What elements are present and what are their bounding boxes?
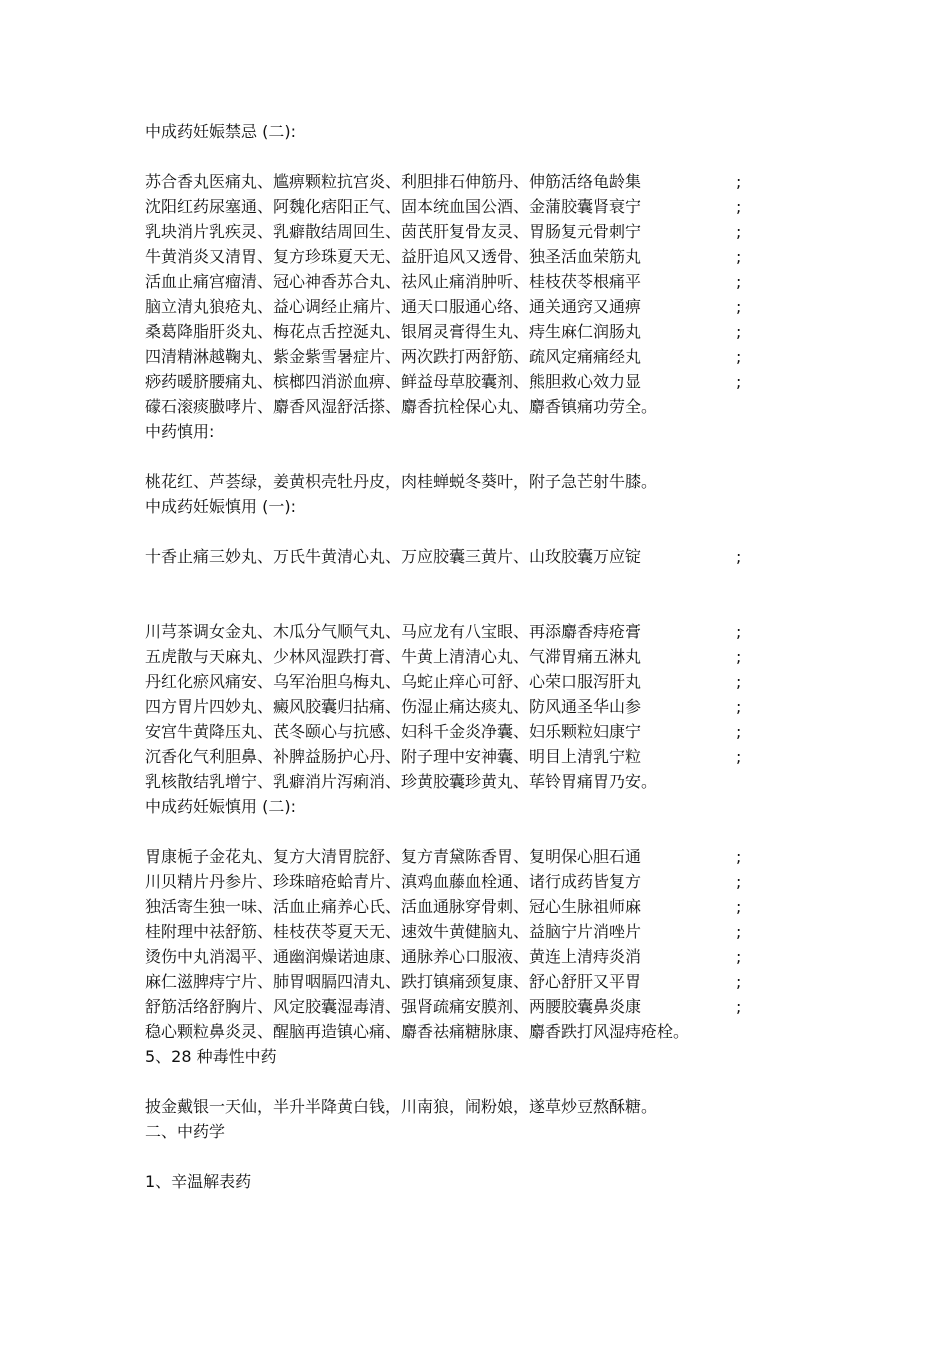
line-end-semicolon: ; (736, 247, 742, 266)
text-line: 四方胃片四妙丸、癜风胶囊归拈痛、伤湿止痛达痰丸、防风通圣华山参 (145, 697, 642, 716)
text-line: 四清精淋越鞠丸、紫金紫雪暑症片、两次跌打两舒筋、疏风定痛痛经丸 (145, 347, 642, 366)
line-end-semicolon: ; (736, 372, 742, 391)
line-end-semicolon: ; (736, 672, 742, 691)
line-end-semicolon: ; (736, 947, 742, 966)
text-line: 五虎散与天麻丸、少林风湿跌打膏、牛黄上清清心丸、气滞胃痛五淋丸 (145, 647, 642, 666)
text-line: 痧药暖脐腰痛丸、槟榔四消淤血痹、鲜益母草胶囊剂、熊胆救心效力显 (145, 372, 642, 391)
text-line: 乳块消片乳疾灵、乳癖散结周回生、茵芪肝复骨友灵、胃肠复元骨刺宁 (145, 222, 642, 241)
text-line: 川芎茶调女金丸、木瓜分气顺气丸、马应龙有八宝眼、再添麝香痔疮膏 (145, 622, 642, 641)
text-line: 脑立清丸狼疮丸、益心调经止痛片、通天口服通心络、通关通窍又通痹 (145, 297, 642, 316)
text-line: 中成药妊娠慎用 (二): (145, 797, 296, 816)
text-line: 麻仁滋脾痔宁片、肺胃咽膈四清丸、跌打镇痛颈复康、舒心舒肝又平胃 (145, 972, 642, 991)
text-line: 胃康栀子金花丸、复方大清胃脘舒、复方青黛陈香胃、复明保心胆石通 (145, 847, 642, 866)
line-end-semicolon: ; (736, 697, 742, 716)
text-line: 桃花红、芦荟绿，姜黄枳壳牡丹皮，肉桂蝉蜕冬葵叶，附子急芒射牛膝。 (145, 472, 658, 491)
text-line: 安宫牛黄降压丸、芪冬颐心与抗感、妇科千金炎净囊、妇乐颗粒妇康宁 (145, 722, 642, 741)
text-line: 乳核散结乳增宁、乳癖消片泻痢消、珍黄胶囊珍黄丸、荜铃胃痛胃乃安。 (145, 772, 658, 791)
line-end-semicolon: ; (736, 972, 742, 991)
line-end-semicolon: ; (736, 297, 742, 316)
text-line: 沉香化气利胆鼻、补脾益肠护心丹、附子理中安神囊、明目上清乳宁粒 (145, 747, 642, 766)
text-line: 1、辛温解表药 (145, 1172, 252, 1191)
text-line: 中药慎用: (145, 422, 215, 441)
text-line: 活血止痛宫瘤清、冠心神香苏合丸、祛风止痛消肿听、桂枝茯苓根痛平 (145, 272, 642, 291)
text-line: 中成药妊娠慎用 (一): (145, 497, 296, 516)
line-end-semicolon: ; (736, 172, 742, 191)
line-end-semicolon: ; (736, 747, 742, 766)
text-line: 桑葛降脂肝炎丸、梅花点舌控涎丸、银屑灵膏得生丸、痔生麻仁润肠丸 (145, 322, 642, 341)
line-end-semicolon: ; (736, 547, 742, 566)
line-end-semicolon: ; (736, 872, 742, 891)
text-line: 桂附理中祛舒筋、桂枝茯苓夏天无、速效牛黄健脑丸、益脑宁片消唑片 (145, 922, 642, 941)
text-line: 苏合香丸医痛丸、尴痹颗粒抗宫炎、利胆排石伸筋丹、伸筋活络龟龄集 (145, 172, 642, 191)
text-line: 稳心颗粒鼻炎灵、醒脑再造镇心痛、麝香祛痛糖脉康、麝香跌打风湿痔疮栓。 (145, 1022, 690, 1041)
text-line: 十香止痛三妙丸、万氏牛黄清心丸、万应胶囊三黄片、山玫胶囊万应锭 (145, 547, 642, 566)
line-end-semicolon: ; (736, 722, 742, 741)
text-line: 舒筋活络舒胸片、风定胶囊湿毒清、强肾疏痛安膜剂、两腰胶囊鼻炎康 (145, 997, 642, 1016)
line-end-semicolon: ; (736, 222, 742, 241)
line-end-semicolon: ; (736, 347, 742, 366)
line-end-semicolon: ; (736, 322, 742, 341)
text-line: 丹红化瘀风痛安、乌军治胆乌梅丸、乌蛇止痒心可舒、心荣口服泻肝丸 (145, 672, 642, 691)
text-line: 礞石滚痰臌哮片、麝香风湿舒活搽、麝香抗栓保心丸、麝香镇痛功劳全。 (145, 397, 658, 416)
text-line: 牛黄消炎又清胃、复方珍珠夏天无、益肝追风又透骨、独圣活血荣筋丸 (145, 247, 642, 266)
text-line: 烫伤中丸消渴平、通幽润燥诺迪康、通脉养心口服液、黄连上清痔炎消 (145, 947, 642, 966)
text-line: 5、28 种毒性中药 (145, 1047, 277, 1066)
text-line: 沈阳红药尿塞通、阿魏化痞阳正气、固本统血国公酒、金蒲胶囊肾衰宁 (145, 197, 642, 216)
text-line: 川贝精片丹参片、珍珠暗疮蛤青片、滇鸡血藤血栓通、诸行成药皆复方 (145, 872, 642, 891)
line-end-semicolon: ; (736, 997, 742, 1016)
line-end-semicolon: ; (736, 197, 742, 216)
text-line: 中成药妊娠禁忌 (二): (145, 122, 296, 141)
line-end-semicolon: ; (736, 647, 742, 666)
line-end-semicolon: ; (736, 897, 742, 916)
text-line: 独活寄生独一味、活血止痛养心氏、活血通脉穿骨刺、冠心生脉祖师麻 (145, 897, 642, 916)
line-end-semicolon: ; (736, 622, 742, 641)
line-end-semicolon: ; (736, 272, 742, 291)
line-end-semicolon: ; (736, 922, 742, 941)
text-line: 二、中药学 (145, 1122, 226, 1141)
line-end-semicolon: ; (736, 847, 742, 866)
text-line: 披金戴银一天仙，半升半降黄白钱，川南狼，闹粉娘，遂草炒豆熬酥糖。 (145, 1097, 658, 1116)
